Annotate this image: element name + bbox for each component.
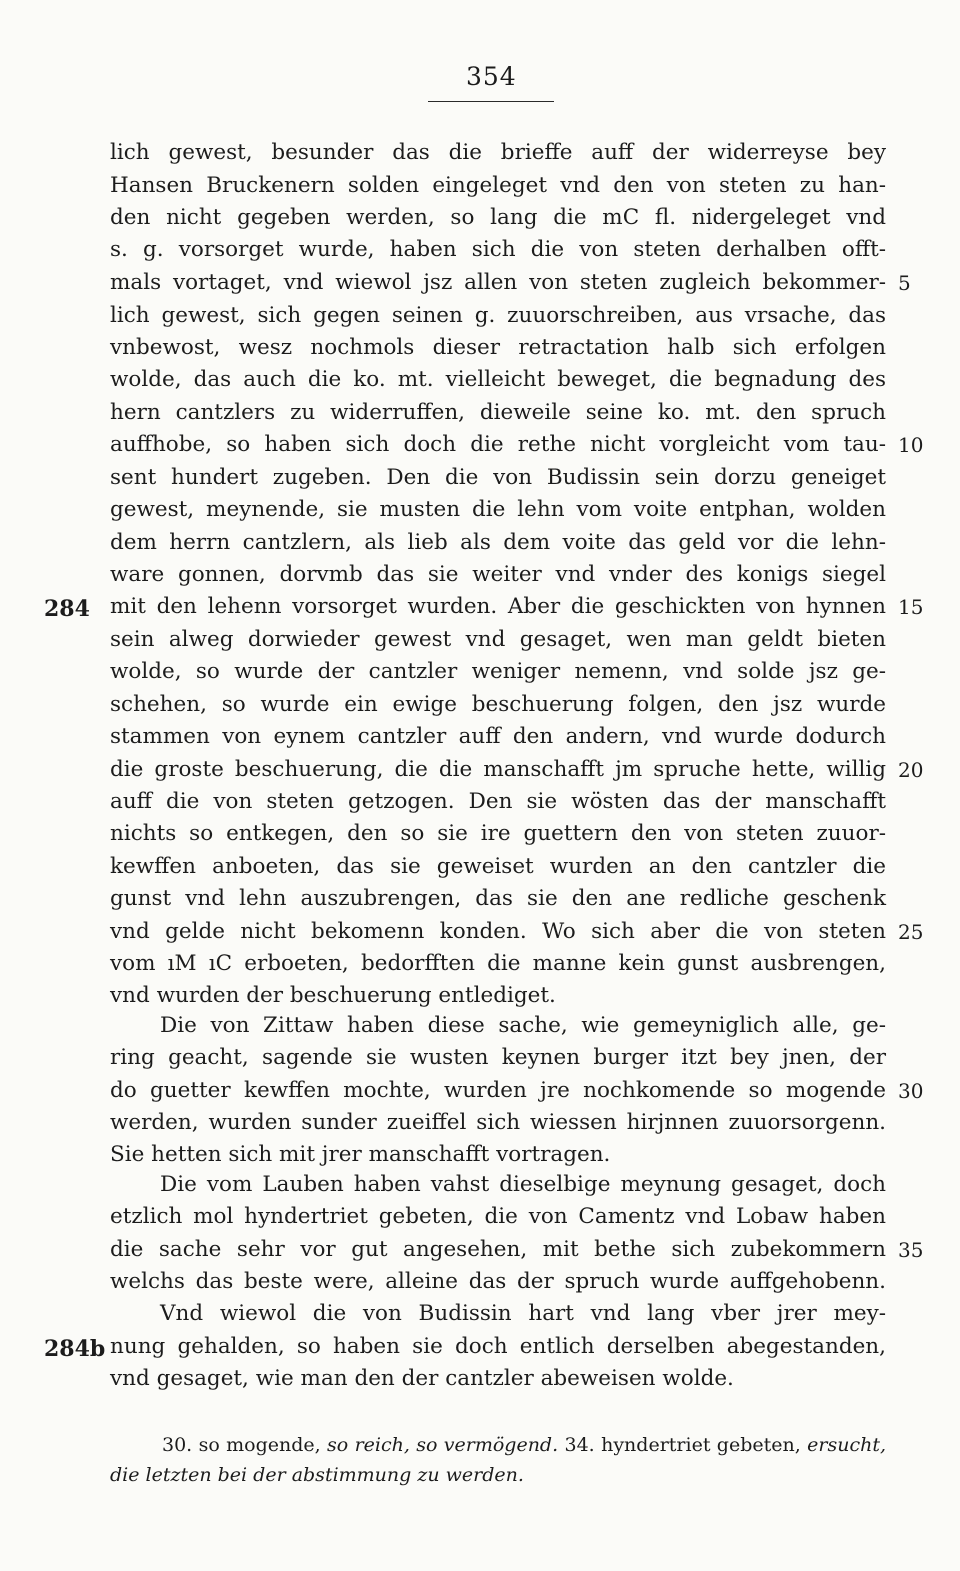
text-line: Die von Zittaw haben diese sache, wie gemeyniglich alle, ge- — [160, 1013, 886, 1038]
footnote-line — [162, 1430, 886, 1460]
text-line: lich gewest, sich gegen seinen g. zuuorschreiben, aus vrsache, das — [110, 303, 886, 328]
footnote-gloss: die letzten bei der abstimmung zu werden. — [110, 1464, 524, 1486]
line-number: 5 — [898, 271, 911, 295]
text-line: s. g. vorsorget wurde, haben sich die von steten derhalben offt- — [110, 237, 886, 262]
text-line: Sie hetten sich mit jrer manschafft vortragen. — [110, 1142, 611, 1167]
text-line: vnd gelde nicht bekomenn konden. Wo sich aber die von steten — [110, 919, 886, 944]
text-line: sein alweg dorwieder gewest vnd gesaget, wen man geldt bieten — [110, 627, 886, 652]
text-line: die groste beschuerung, die die manschafft jm spruche hette, willig — [110, 757, 886, 782]
text-line: wolde, so wurde der cantzler weniger nemenn, vnd solde jsz ge- — [110, 659, 886, 684]
line-number: 25 — [898, 920, 924, 944]
text-line: stammen von eynem cantzler auff den andern, vnd wurde dodurch — [110, 724, 886, 749]
page-number-rule — [428, 101, 554, 102]
text-line: nichts so entkegen, den so sie ire guettern den von steten zuuor- — [110, 821, 886, 846]
original-page-marker: 284b — [44, 1336, 106, 1362]
footnote-number: 30. — [162, 1434, 193, 1456]
original-page-marker: 284 — [44, 596, 90, 622]
line-number: 20 — [898, 758, 924, 782]
text-line: do guetter kewffen mochte, wurden jre nochkomende so mogende — [110, 1078, 886, 1103]
footnote-number: 34. — [564, 1434, 595, 1456]
text-line: auff die von steten getzogen. Den sie wösten das der manschafft — [110, 789, 886, 814]
text-line: mit den lehenn vorsorget wurden. Aber die geschickten von hynnen — [110, 594, 886, 619]
line-number: 30 — [898, 1079, 924, 1103]
text-line: sent hundert zugeben. Den die von Budissin sein dorzu geneiget — [110, 465, 886, 490]
text-line: die sache sehr vor gut angesehen, mit bethe sich zubekommern — [110, 1237, 886, 1262]
footnote-gloss: so reich, so vermögend. — [327, 1434, 559, 1456]
text-line: den nicht gegeben werden, so lang die mC fl. nidergeleget vnd — [110, 205, 886, 230]
text-line: vnd gesaget, wie man den der cantzler abeweisen wolde. — [110, 1366, 734, 1391]
text-line: nung gehalden, so haben sie doch entlich derselben abegestanden, — [110, 1334, 886, 1359]
text-line: Die vom Lauben haben vahst dieselbige meynung gesaget, doch — [160, 1172, 886, 1197]
page-number: 354 — [466, 62, 517, 91]
text-line: vnbewost, wesz nochmols dieser retractation halb sich erfolgen — [110, 335, 886, 360]
text-line: ring geacht, sagende sie wusten keynen burger itzt bey jnen, der — [110, 1045, 886, 1070]
text-line: mals vortaget, vnd wiewol jsz allen von steten zugleich bekommer- — [110, 270, 886, 295]
text-line: etzlich mol hyndertriet gebeten, die von Camentz vnd Lobaw haben — [110, 1204, 886, 1229]
text-line: wolde, das auch die ko. mt. vielleicht beweget, die begnadung des — [110, 367, 886, 392]
text-line: gewest, meynende, sie musten die lehn vom voite entphan, wolden — [110, 497, 886, 522]
footnote-term: so mogende, — [198, 1434, 321, 1456]
line-number: 10 — [898, 433, 924, 457]
line-number: 15 — [898, 595, 924, 619]
footnote-gloss: ersucht, — [807, 1434, 887, 1456]
footnote-term: hyndertriet gebeten, — [601, 1434, 801, 1456]
line-number: 35 — [898, 1238, 924, 1262]
text-line: vnd wurden der beschuerung entlediget. — [110, 983, 556, 1008]
text-line: ware gonnen, dorvmb das sie weiter vnd vnder des konigs siegel — [110, 562, 886, 587]
text-line: Vnd wiewol die von Budissin hart vnd lang vber jrer mey- — [160, 1301, 886, 1326]
text-line: kewffen anboeten, das sie geweiset wurden an den cantzler die — [110, 854, 886, 879]
text-line: vom ıM ıC erboeten, bedorfften die manne kein gunst ausbrengen, — [110, 951, 886, 976]
text-line: auffhobe, so haben sich doch die rethe nicht vorgleicht vom tau- — [110, 432, 886, 457]
text-line: gunst vnd lehn auszubrengen, das sie den ane redliche geschenk — [110, 886, 886, 911]
text-line: werden, wurden sunder zueiffel sich wiessen hirjnnen zuuorsorgenn. — [110, 1110, 886, 1135]
text-line: dem herrn cantzlern, als lieb als dem voite das geld vor die lehn- — [110, 530, 886, 555]
text-line: hern cantzlers zu widerruffen, dieweile seine ko. mt. den spruch — [110, 400, 886, 425]
text-line: lich gewest, besunder das die brieffe auff der widerreyse bey — [110, 140, 886, 165]
text-line: schehen, so wurde ein ewige beschuerung folgen, den jsz wurde — [110, 692, 886, 717]
text-line: Hansen Bruckenern solden eingeleget vnd den von steten zu han- — [110, 173, 886, 198]
text-line: welchs das beste were, alleine das der spruch wurde auffgehobenn. — [110, 1269, 886, 1294]
